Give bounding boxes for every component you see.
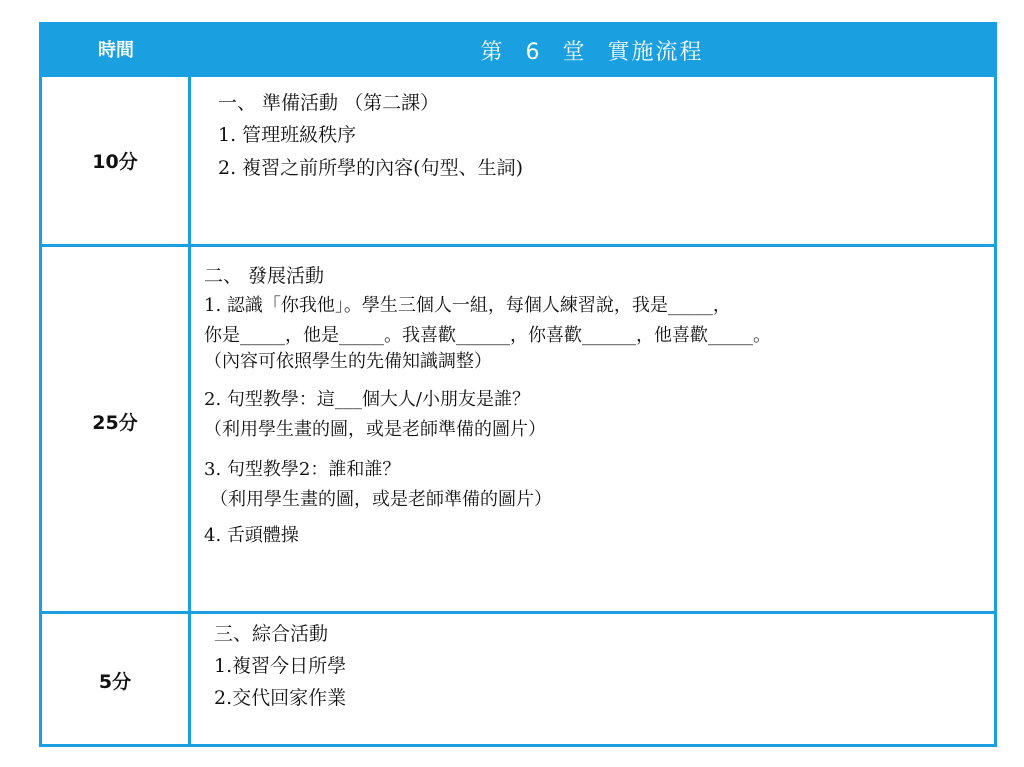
activity-item: 1. 認識「你我他」。學生三個人一組，每個人練習說，我是_____，: [204, 295, 731, 316]
lesson-flow-table: [39, 22, 997, 747]
activity-heading-summary: 三、綜合活動: [214, 623, 329, 645]
activity-item: 2.交代回家作業: [214, 687, 347, 709]
time-cell-row3: 5分: [98, 671, 132, 693]
activity-item: 你是_____，他是_____。我喜歡______，你喜歡______，他喜歡_____。: [204, 325, 771, 346]
row-divider: [42, 244, 994, 247]
activity-item: （利用學生畫的圖，或是老師準備的圖片）: [210, 489, 552, 510]
table-header: [42, 25, 994, 77]
lesson-title-header: 第 6 堂 實施流程: [480, 40, 704, 65]
activity-item: （利用學生畫的圖，或是老師準備的圖片）: [204, 419, 546, 440]
activity-item: 1.複習今日所學: [214, 655, 347, 677]
row-divider: [42, 611, 994, 614]
time-cell-row1: 10分: [92, 151, 138, 173]
activity-item: 2. 句型教學：這___個大人/小朋友是誰？: [204, 389, 530, 410]
time-column-header: 時間: [98, 40, 134, 61]
activity-item: 4. 舌頭體操: [204, 525, 299, 546]
activity-heading-prep: 一、 準備活動 （第二課）: [218, 92, 440, 114]
activity-item: 2. 複習之前所學的內容(句型、生詞): [218, 157, 523, 179]
activity-item: （內容可依照學生的先備知識調整）: [204, 351, 492, 372]
time-cell-row2: 25分: [92, 412, 138, 434]
activity-heading-develop: 二、 發展活動: [204, 265, 325, 287]
activity-item: 3. 句型教學2：誰和誰？: [204, 459, 401, 480]
column-divider: [188, 77, 191, 744]
activity-item: 1. 管理班級秩序: [218, 124, 357, 146]
